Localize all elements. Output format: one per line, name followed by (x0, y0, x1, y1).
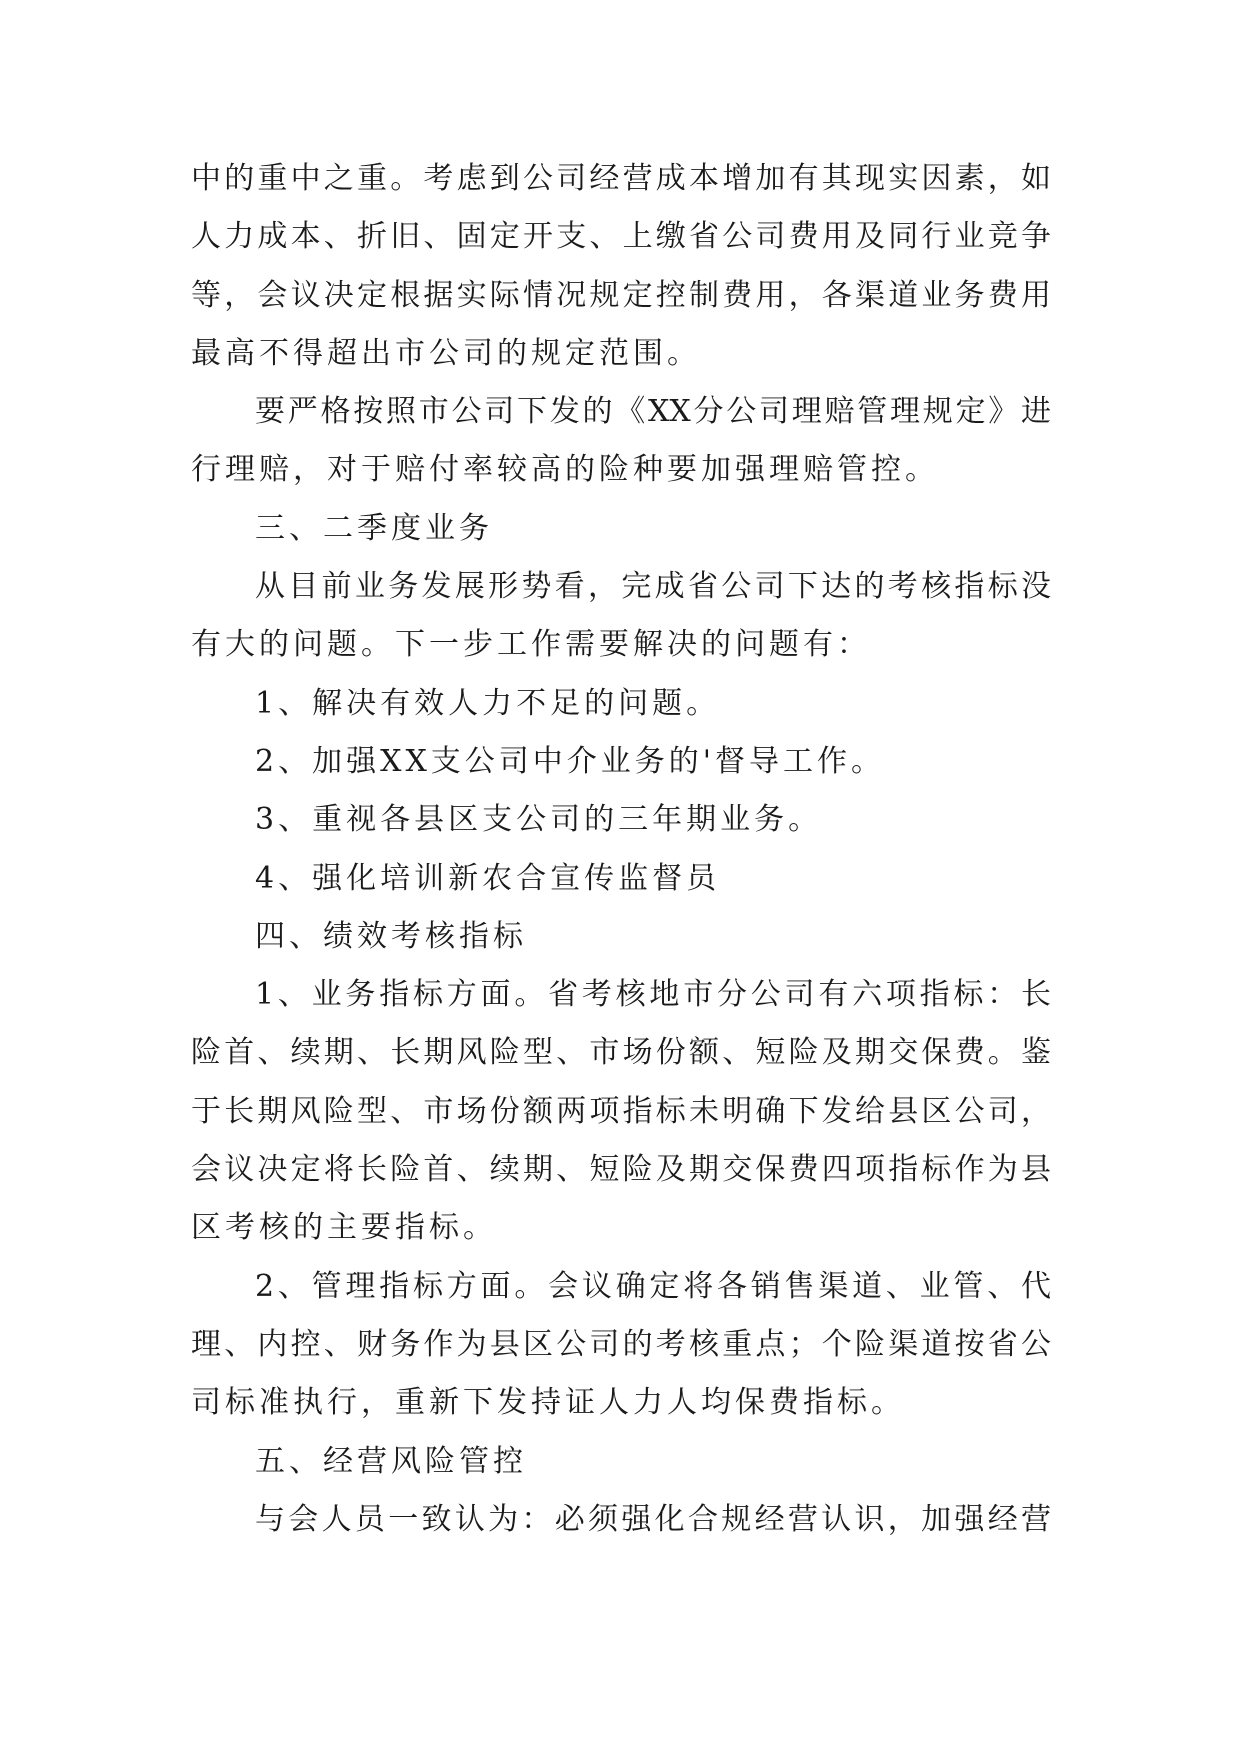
text-line: 于长期风险型、市场份额两项指标未明确下发给县区公司， (191, 1093, 1051, 1129)
text-line: 从目前业务发展形势看，完成省公司下达的考核指标没 (255, 569, 1051, 605)
text-line: 等，会议决定根据实际情况规定控制费用，各渠道业务费用 (191, 277, 1051, 313)
document-body (191, 150, 1051, 1549)
text-line: 人力成本、折旧、固定开支、上缴省公司费用及同行业竞争 (191, 219, 1051, 255)
text-line: 五、经营风险管控 (255, 1443, 527, 1479)
text-line: 司标准执行，重新下发持证人力人均保费指标。 (191, 1385, 905, 1421)
text-line: 3、重视各县区支公司的三年期业务。 (255, 802, 823, 838)
text-line: 有大的问题。下一步工作需要解决的问题有： (191, 627, 871, 663)
text-line: 行理赔，对于赔付率较高的险种要加强理赔管控。 (191, 452, 939, 488)
text-line: 4、强化培训新农合宣传监督员 (255, 860, 721, 896)
text-line: 四、绩效考核指标 (255, 918, 527, 954)
text-line: 险首、续期、长期风险型、市场份额、短险及期交保费。鉴 (191, 1035, 1051, 1071)
text-line: 会议决定将长险首、续期、短险及期交保费四项指标作为县 (191, 1152, 1051, 1188)
text-line: 1、解决有效人力不足的问题。 (255, 685, 721, 721)
text-line: 与会人员一致认为：必须强化合规经营认识，加强经营 (255, 1501, 1051, 1537)
text-line: 理、内控、财务作为县区公司的考核重点；个险渠道按省公 (191, 1326, 1051, 1362)
text-line: 2、管理指标方面。会议确定将各销售渠道、业管、代 (255, 1268, 1051, 1304)
text-line: 要严格按照市公司下发的《XX分公司理赔管理规定》进 (255, 394, 1051, 430)
text-line: 区考核的主要指标。 (191, 1210, 497, 1246)
text-line: 1、业务指标方面。省考核地市分公司有六项指标：长 (255, 977, 1051, 1013)
text-line: 中的重中之重。考虑到公司经营成本增加有其现实因素，如 (191, 161, 1051, 196)
text-line: 2、加强XX支公司中介业务的'督导工作。 (255, 743, 886, 779)
text-line: 三、二季度业务 (255, 510, 493, 546)
text-line: 最高不得超出市公司的规定范围。 (191, 335, 701, 371)
